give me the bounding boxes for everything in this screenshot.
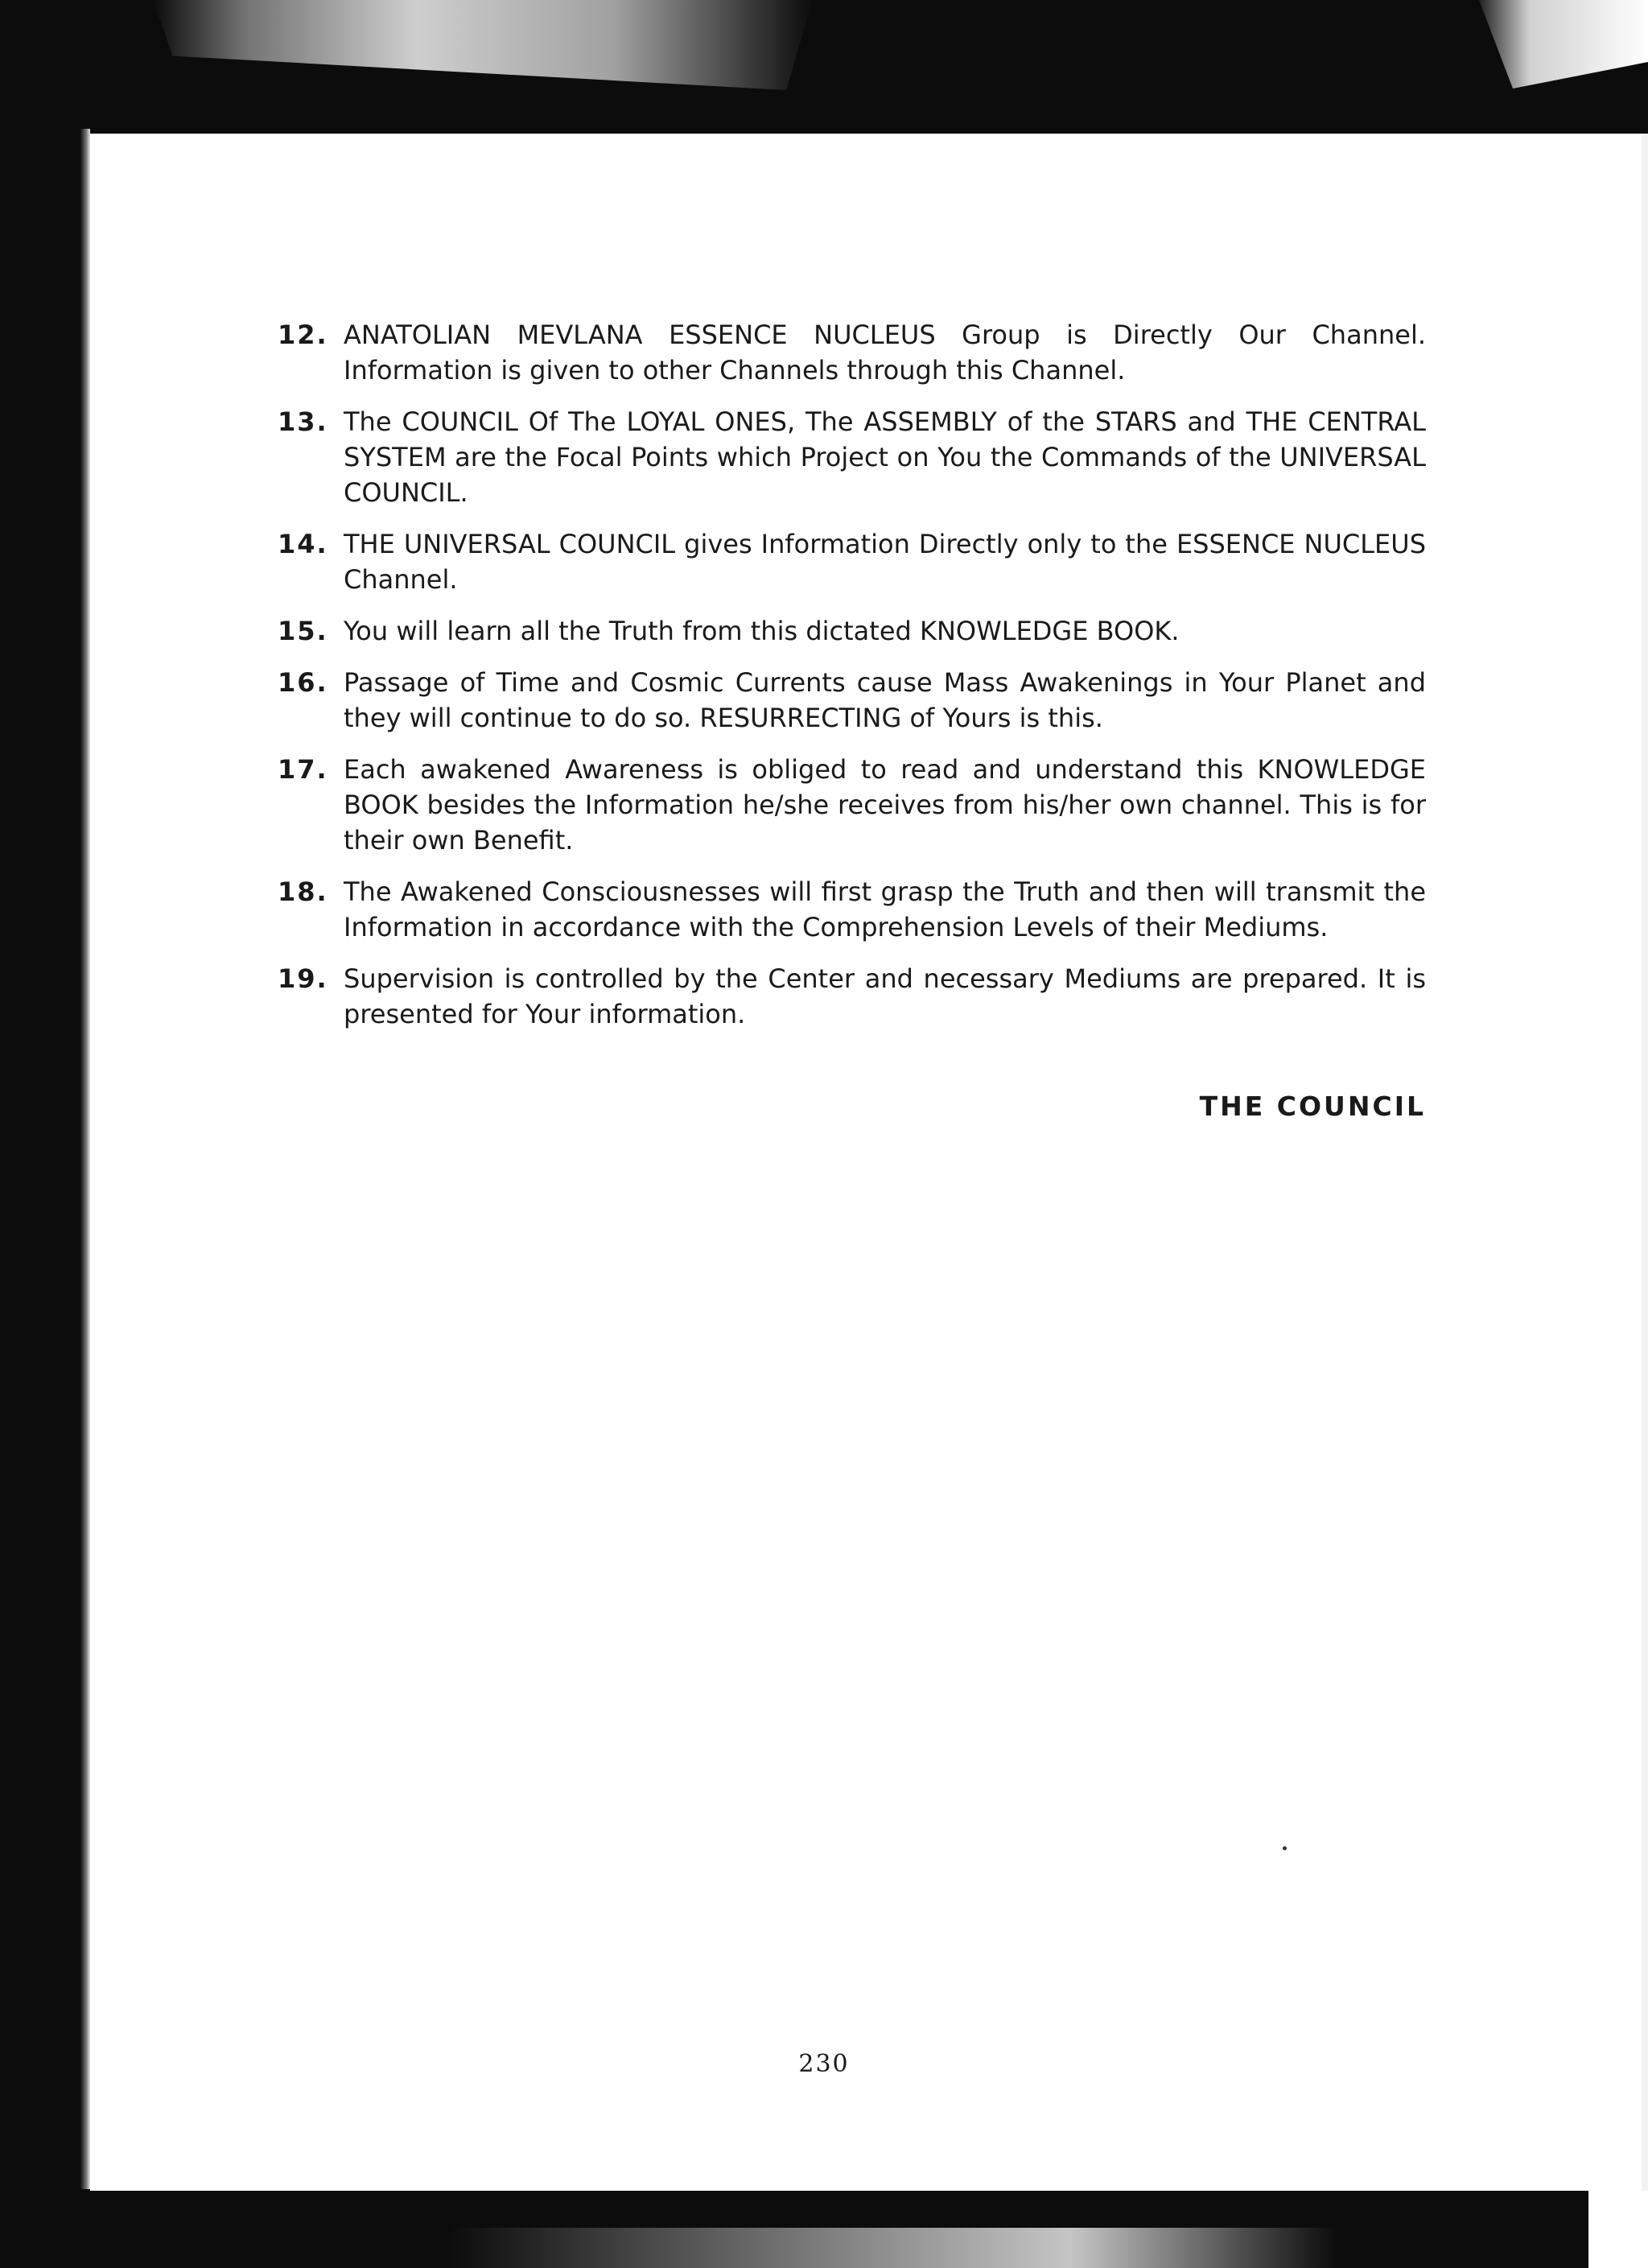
item-number: 15.: [278, 616, 328, 646]
scan-glare: [1479, 0, 1648, 89]
scan-speck: [1283, 1846, 1287, 1850]
item-text: The COUNCIL Of The LOYAL ONES, The ASSEMBLY of the STARS and THE CENTRAL SYSTEM are the Focal Points which Project on You the Commands of the UNIVERSAL COUNCIL.: [344, 406, 1426, 508]
item-number: 14.: [278, 529, 328, 559]
list-item: [278, 874, 1426, 945]
item-text: You will learn all the Truth from this dictated KNOWLEDGE BOOK.: [344, 616, 1180, 646]
numbered-list: [278, 317, 1426, 1048]
list-item: [278, 613, 1426, 649]
list-item: [278, 404, 1426, 510]
scan-top-edge: [0, 0, 1648, 134]
list-item: [278, 526, 1426, 597]
item-text: Supervision is controlled by the Center and necessary Mediums are prepared. It is presented for Your information.: [344, 963, 1426, 1029]
item-number: 19.: [278, 963, 328, 994]
scan-glare: [153, 0, 813, 90]
item-number: 16.: [278, 667, 328, 698]
item-text: The Awakened Consciousnesses will first grasp the Truth and then will transmit the Information in accordance with the Comprehension Levels of their Mediums.: [344, 876, 1426, 942]
page-number: 230: [798, 2050, 850, 2078]
scan-glare: [451, 2228, 1336, 2268]
item-text: Each awakened Awareness is obliged to read and understand this KNOWLEDGE BOOK besides the Information he/she receives from his/her own channel. This is for their own Benefit.: [344, 754, 1426, 856]
item-number: 17.: [278, 754, 328, 785]
item-number: 13.: [278, 406, 328, 437]
list-item: [278, 961, 1426, 1032]
page-edge-shadow: [80, 129, 90, 2189]
item-number: 18.: [278, 876, 328, 907]
item-text: ANATOLIAN MEVLANA ESSENCE NUCLEUS Group is Directly Our Channel. Information is given to other Channels through this Channel.: [344, 320, 1426, 386]
signature: THE COUNCIL: [1199, 1091, 1426, 1122]
scan-bottom-edge: [0, 2191, 1648, 2268]
list-item: [278, 317, 1426, 388]
item-number: 12.: [278, 320, 328, 350]
scan-corner: [1588, 2191, 1648, 2268]
scan-right-edge: [1642, 134, 1648, 2191]
list-item: [278, 752, 1426, 858]
list-item: [278, 665, 1426, 736]
scan-left-edge: [0, 0, 90, 2268]
item-text: Passage of Time and Cosmic Currents cause Mass Awakenings in Your Planet and they will continue to do so. RESURRECTING of Yours is this.: [344, 667, 1426, 733]
item-text: THE UNIVERSAL COUNCIL gives Information Directly only to the ESSENCE NUCLEUS Channel.: [344, 529, 1426, 595]
